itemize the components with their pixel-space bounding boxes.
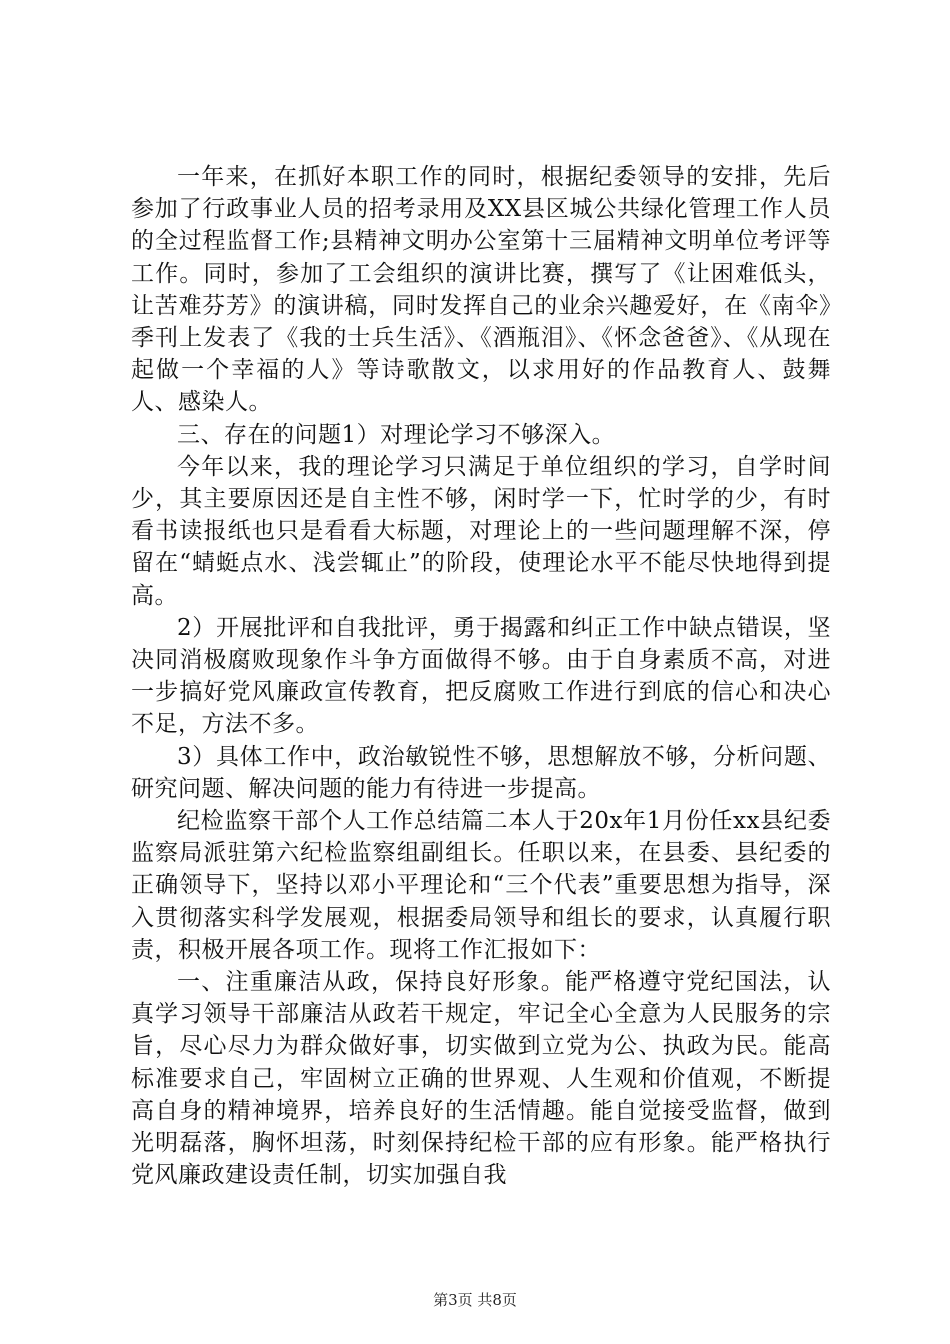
paragraph-criticism: 2）开展批评和自我批评，勇于揭露和纠正工作中缺点错误，坚决同消极腐败现象作斗争方面做得不够。由于自身素质不高，对进一步搞好党风廉政宣传教育，把反腐败工作进行到底的信心和决心不足，方法不多。 — [131, 614, 831, 738]
paragraph-summary-part-two: 纪检监察干部个人工作总结篇二本人于20x年1月份任xx县纪委监察局派驻第六纪检监察组副组长。任职以来，在县委、县纪委的正确领导下，坚持以邓小平理论和“三个代表”重要思想为指导，深入贯彻落实科学发展观，根据委局领导和组长的要求，认真履行职责，积极开展各项工作。现将工作汇报如下： — [131, 808, 831, 963]
paragraph-activities: 一年来，在抓好本职工作的同时，根据纪委领导的安排，先后参加了行政事业人员的招考录用及XX县区城公共绿化管理工作人员的全过程监督工作;县精神文明办公室第十三届精神文明单位考评等工作。同时，参加了工会组织的演讲比赛，撰写了《让困难低头，让苦难芬芳》的演讲稿，同时发挥自己的业余兴趣爱好，在《南伞》季刊上发表了《我的士兵生活》、《酒瓶泪》、《怀念爸爸》、《从现在起做一个幸福的人》等诗歌散文，以求用好的作品教育人、鼓舞人、感染人。 — [131, 164, 831, 416]
paragraph-theory-study: 今年以来，我的理论学习只满足于单位组织的学习，自学时间少，其主要原因还是自主性不够，闲时学一下，忙时学的少，有时看书读报纸也只是看看大标题，对理论上的一些问题理解不深，停留在“蜻蜓点水、浅尝辄止”的阶段，使理论水平不能尽快地得到提高。 — [131, 453, 831, 609]
paragraph-integrity: 一、注重廉洁从政，保持良好形象。能严格遵守党纪国法，认真学习领导干部廉洁从政若干规定，牢记全心全意为人民服务的宗旨，尽心尽力为群众做好事，切实做到立党为公、执政为民。能高标准要求自己，牢固树立正确的世界观、人生观和价值观，不断提高自身的精神境界，培养良好的生活情趣。能自觉接受监督，做到光明磊落，胸怀坦荡，时刻保持纪检干部的应有形象。能严格执行党风廉政建设责任制，切实加强自我 — [131, 969, 831, 1189]
paragraph-problems-heading: 三、存在的问题1）对理论学习不够深入。 — [177, 421, 616, 448]
paragraph-political-sensitivity: 3）具体工作中，政治敏锐性不够，思想解放不够，分析问题、研究问题、解决问题的能力有待进一步提高。 — [131, 743, 831, 802]
document-body — [131, 161, 831, 1192]
page-footer: 第3页 共8页 — [433, 1291, 517, 1309]
